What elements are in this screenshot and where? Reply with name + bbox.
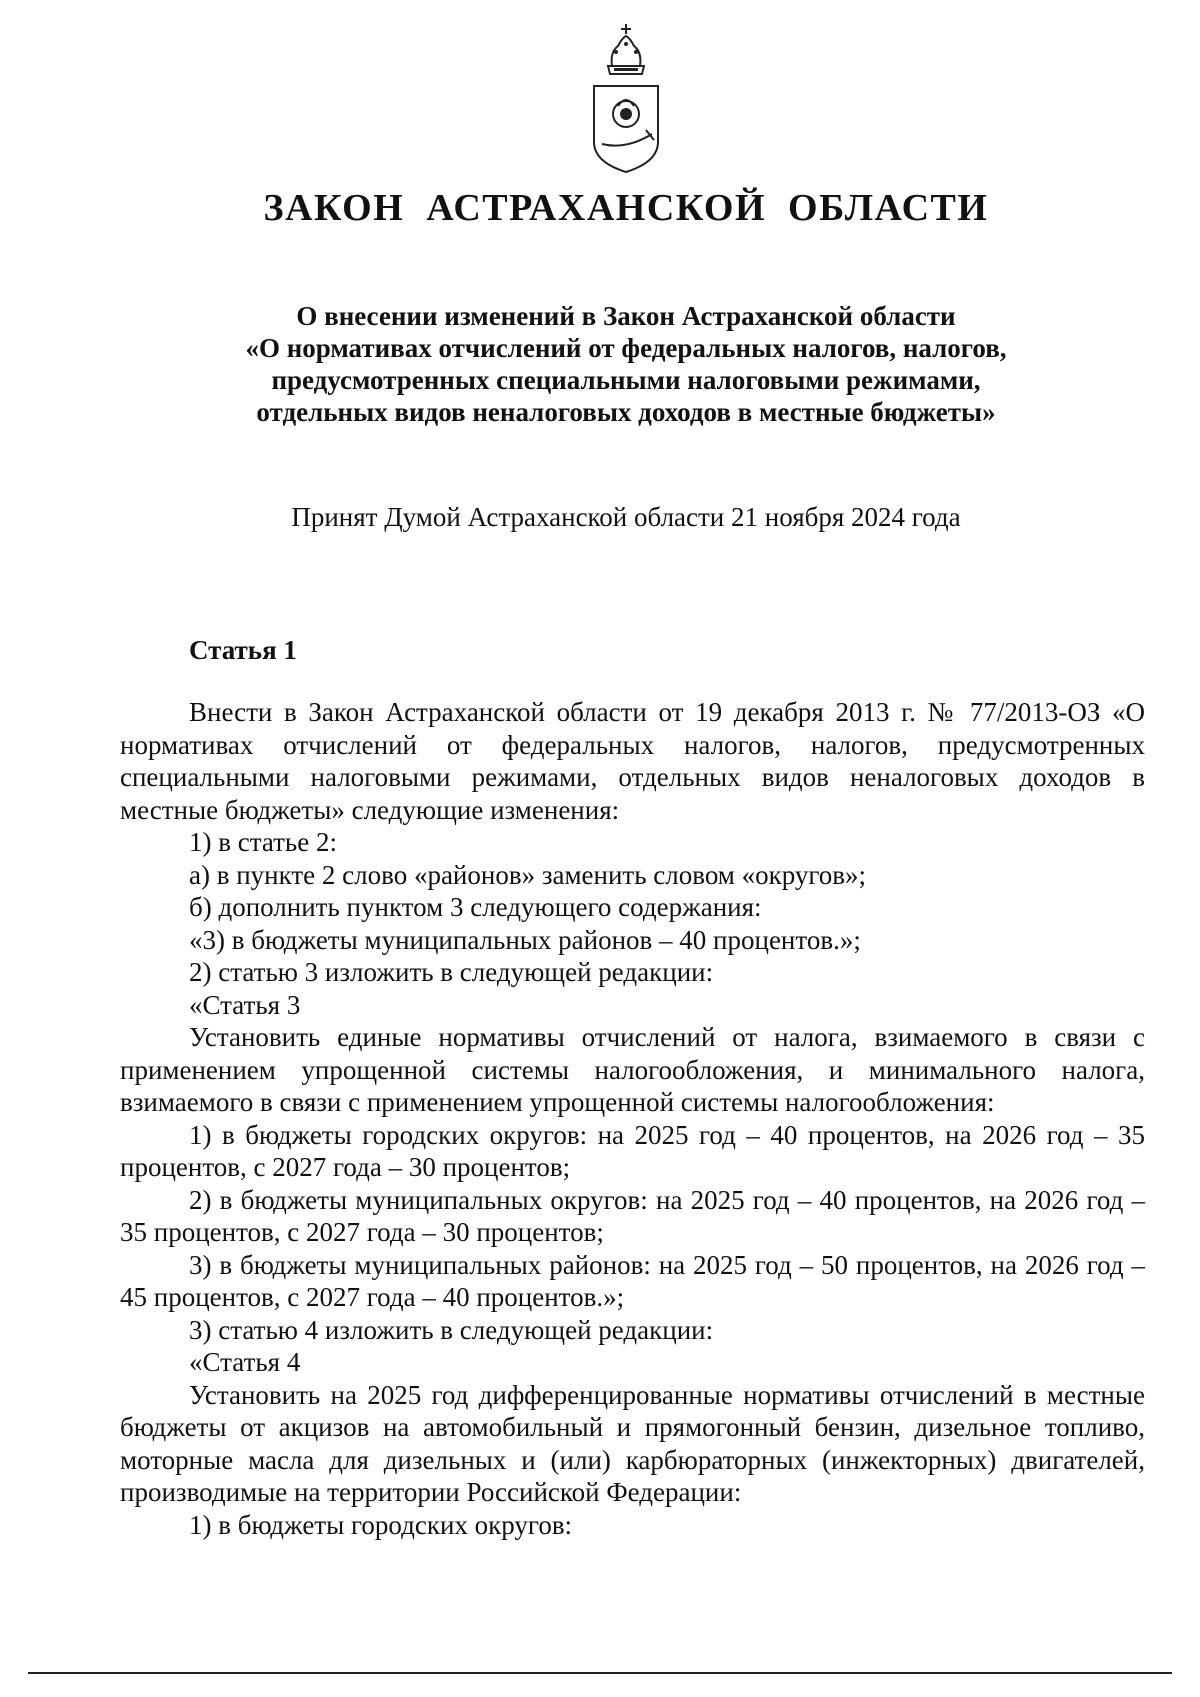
- paragraph: 1) в бюджеты городских округов: на 2025 год – 40 процентов, на 2026 год – 35 процентов, с 2027 года – 30 процентов;: [120, 1119, 1145, 1182]
- paragraph: 3) в бюджеты муниципальных районов: на 2025 год – 50 процентов, на 2026 год – 45 процентов, с 2027 года – 40 процентов.»;: [120, 1249, 1145, 1312]
- paragraph: 3) статью 4 изложить в следующей редакции:: [189, 1314, 714, 1345]
- paragraph: 1) в бюджеты городских округов:: [189, 1509, 573, 1540]
- subject-line: О внесении изменений в Закон Астраханской области: [296, 301, 956, 331]
- paragraph: Внести в Закон Астраханской области от 19 декабря 2013 г. № 77/2013-ОЗ «О нормативах отчислений от федеральных налогов, налогов, предусмотренных специальными налоговыми режимами, отдельных видов неналоговых доходов в местные бюджеты» следующие изменения:: [120, 697, 1145, 825]
- paragraph: Установить на 2025 год дифференцированные нормативы отчислений в местные бюджеты от акцизов на автомобильный и прямогонный бензин, дизельное топливо, моторные масла для дизельных и (или) карбюраторных (инжекторных) двигателей, производимые на территории Российской Федерации:: [120, 1379, 1145, 1507]
- paragraph: Установить единые нормативы отчислений от налога, взимаемого в связи с применением упрощенной системы налогообложения, и минимального налога, взимаемого в связи с применением упрощенной системы налогообложения:: [120, 1022, 1145, 1117]
- paragraph: а) в пункте 2 слово «районов» заменить словом «округов»;: [189, 859, 867, 890]
- article-heading: Статья 1: [189, 635, 297, 665]
- paragraph: «Статья 4: [189, 1347, 301, 1377]
- paragraph: «3) в бюджеты муниципальных районов – 40 процентов.»;: [189, 924, 861, 955]
- law-subject: [0, 300, 1200, 428]
- paragraph: б) дополнить пунктом 3 следующего содержания:: [189, 892, 762, 922]
- page-bottom-rule: [28, 1672, 1172, 1674]
- astrakhan-coat-of-arms-emblem: [588, 22, 664, 176]
- subject-line: отдельных видов неналоговых доходов в местные бюджеты»: [256, 397, 996, 427]
- adoption-note: Принят Думой Астраханской области 21 ноября 2024 года: [291, 502, 961, 532]
- paragraph: 1) в статье 2:: [189, 827, 337, 857]
- paragraph: 2) в бюджеты муниципальных округов: на 2025 год – 40 процентов, на 2026 год – 35 процентов, с 2027 года – 30 процентов;: [120, 1184, 1145, 1247]
- law-title: ЗАКОН АСТРАХАНСКОЙ ОБЛАСТИ: [263, 187, 989, 229]
- subject-line: «О нормативах отчислений от федеральных налогов, налогов,: [245, 333, 1007, 363]
- paragraph: 2) статью 3 изложить в следующей редакции:: [189, 957, 714, 987]
- paragraph: «Статья 3: [189, 989, 301, 1020]
- subject-line: предусмотренных специальными налоговыми режимами,: [271, 365, 981, 395]
- article-body: [120, 696, 1145, 1541]
